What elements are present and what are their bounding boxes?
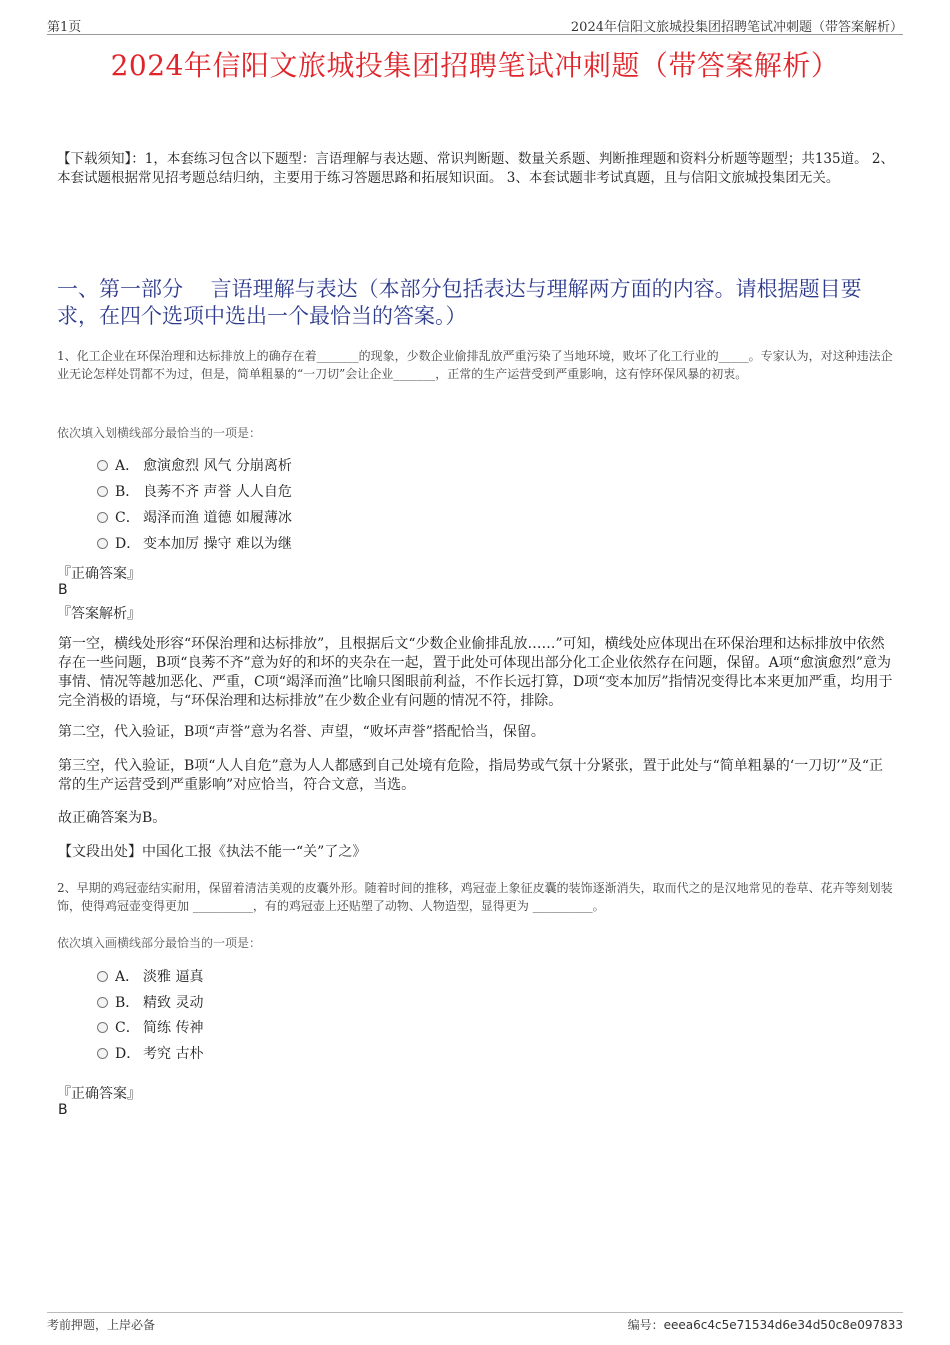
radio-icon[interactable]: [97, 460, 108, 471]
page-header: [47, 14, 903, 35]
question-1-option-c[interactable]: C． 竭泽而渔 道德 如履薄冰: [97, 508, 292, 528]
radio-icon[interactable]: [97, 971, 108, 982]
question-2-prompt: 依次填入画横线部分最恰当的一项是：: [57, 936, 262, 950]
radio-icon[interactable]: [97, 486, 108, 497]
question-1-analysis-paragraph: 第一空，横线处形容“环保治理和达标排放”，且根据后文“少数企业偷排乱放……”可知，横线处应体现出在环保治理和达标排放中依然存在一些问题，B项“良莠不齐”意为好的和坏的夹杂在一起，置于此处可体现出部分化工企业依然存在问题，保留。A项“愈演愈烈”意为事情、情况等越加恶化、严重，C项“竭泽而渔”比喻只图眼前利益，不作长远打算，D项“变本加厉”指情况变得比本来更加严重，均用于完全消极的语境，与“环保治理和达标排放”在少数企业有问题的情况不符，排除。: [58, 636, 893, 709]
question-2-option-d[interactable]: D． 考究 古朴: [97, 1044, 203, 1064]
question-1-analysis-paragraph: 故正确答案为B。: [58, 810, 167, 826]
radio-icon[interactable]: [97, 1048, 108, 1059]
download-notice: 【下载须知】：1，本套练习包含以下题型：言语理解与表达题、常识判断题、数量关系题、判断推理题和资料分析题等题型；共135道。 2、本套试题根据常见招考题总结归纳，主要用于练习答题思路和拓展知识面。 3、本套试题非考试真题，且与信阳文旅城投集团无关。: [57, 151, 894, 186]
question-1-analysis-paragraph: 第二空，代入验证，B项“声誉”意为名誉、声望，“败坏声誉”搭配恰当，保留。: [58, 724, 545, 740]
radio-icon[interactable]: [97, 1022, 108, 1033]
section-title: 一、第一部分 言语理解与表达（本部分包括表达与理解两方面的内容。请根据题目要求，在四个选项中选出一个最恰当的答案。）: [57, 277, 862, 328]
question-2-stem: 2、早期的鸡冠壶结实耐用，保留着清洁美观的皮囊外形。随着时间的推移，鸡冠壶上象征皮囊的装饰逐渐消失，取而代之的是汉地常见的卷草、花卉等刻划装饰，使得鸡冠壶变得更加 __________，有的鸡冠壶上还贴塑了动物、人物造型，显得更为 __________。: [57, 881, 893, 913]
question-1-option-a[interactable]: A． 愈演愈烈 风气 分崩离析: [97, 456, 292, 476]
footer-slogan: 考前押题，上岸必备: [47, 1318, 156, 1332]
question-1-analysis-paragraph: 第三空，代入验证，B项“人人自危”意为人人都感到自己处境有危险，指局势或气氛十分紧张，置于此处与“简单粗暴的‘一刀切’”及“正常的生产运营受到严重影响”对应恰当，符合文意，当选。: [58, 758, 883, 793]
question-2-answer: B: [58, 1102, 68, 1118]
page-number: 第1页: [47, 20, 82, 35]
question-2-option-c[interactable]: C． 简练 传神: [97, 1018, 203, 1038]
question-1-answer: B: [58, 582, 68, 598]
question-1-prompt: 依次填入划横线部分最恰当的一项是：: [57, 426, 262, 440]
question-1-option-b[interactable]: B． 良莠不齐 声誉 人人自危: [97, 482, 292, 502]
question-1-stem: 1、化工企业在环保治理和达标排放上的确存在着_______的现象，少数企业偷排乱放严重污染了当地环境，败坏了化工行业的_____。专家认为，对这种违法企业无论怎样处罚都不为过，但是，简单粗暴的“一刀切”会让企业_______，正常的生产运营受到严重影响，这有悖环保风暴的初衷。: [57, 349, 893, 381]
document-title: 2024年信阳文旅城投集团招聘笔试冲刺题（带答案解析）: [110, 49, 840, 82]
page-footer: [47, 1312, 903, 1335]
radio-icon[interactable]: [97, 512, 108, 523]
header-doc-title: 2024年信阳文旅城投集团招聘笔试冲刺题（带答案解析）: [570, 20, 903, 35]
question-2-option-a[interactable]: A． 淡雅 逼真: [97, 967, 203, 987]
question-1-option-d[interactable]: D． 变本加厉 操守 难以为继: [97, 534, 292, 554]
footer-code: 编号：eeea6c4c5e71534d6e34d50c8e097833: [627, 1318, 903, 1332]
radio-icon[interactable]: [97, 538, 108, 549]
question-2-answer-label: 『正确答案』: [57, 1086, 141, 1102]
question-2-option-b[interactable]: B． 精致 灵动: [97, 993, 203, 1013]
radio-icon[interactable]: [97, 997, 108, 1008]
question-1-answer-label: 『正确答案』: [57, 566, 141, 582]
question-1-analysis-label: 『答案解析』: [57, 606, 141, 622]
question-1-source: 【文段出处】中国化工报《执法不能一“关”了之》: [58, 844, 367, 860]
